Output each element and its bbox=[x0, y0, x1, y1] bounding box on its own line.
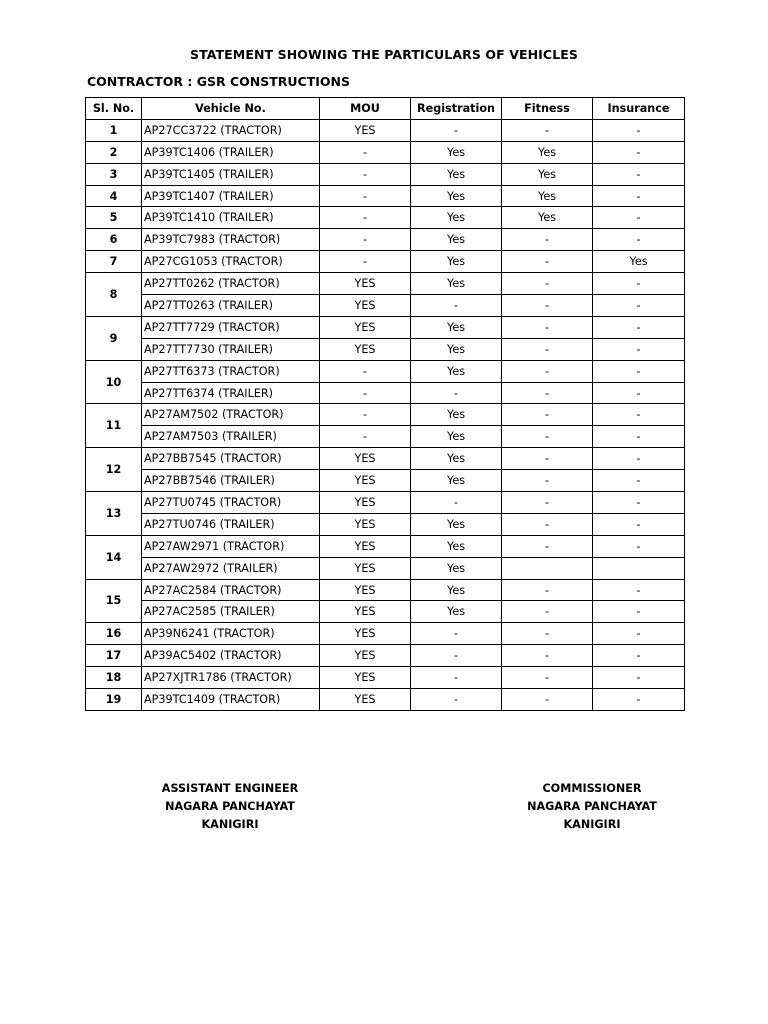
table-row bbox=[86, 382, 685, 404]
registration-cell: Yes bbox=[411, 207, 502, 229]
registration-cell: Yes bbox=[411, 513, 502, 535]
insurance-cell: - bbox=[593, 535, 685, 557]
serial-number-cell: 12 bbox=[86, 448, 142, 492]
vehicle-number-cell: AP27XJTR1786 (TRACTOR) bbox=[142, 667, 320, 689]
serial-number-cell: 15 bbox=[86, 579, 142, 623]
insurance-cell: - bbox=[593, 601, 685, 623]
column-header: Insurance bbox=[593, 98, 685, 120]
signature-line: NAGARA PANCHAYAT bbox=[527, 800, 657, 813]
registration-cell: - bbox=[411, 645, 502, 667]
table-row bbox=[86, 251, 685, 273]
table-row bbox=[86, 119, 685, 141]
insurance-cell: - bbox=[593, 316, 685, 338]
mou-cell: - bbox=[320, 141, 411, 163]
column-header: MOU bbox=[320, 98, 411, 120]
serial-number-cell: 6 bbox=[86, 229, 142, 251]
table-row bbox=[86, 667, 685, 689]
registration-cell: Yes bbox=[411, 404, 502, 426]
mou-cell: - bbox=[320, 163, 411, 185]
column-header: Vehicle No. bbox=[142, 98, 320, 120]
fitness-cell: - bbox=[502, 229, 593, 251]
table-row bbox=[86, 601, 685, 623]
mou-cell: YES bbox=[320, 448, 411, 470]
fitness-cell: - bbox=[502, 470, 593, 492]
serial-number-cell: 3 bbox=[86, 163, 142, 185]
vehicle-number-cell: AP27CG1053 (TRACTOR) bbox=[142, 251, 320, 273]
column-header: Fitness bbox=[502, 98, 593, 120]
serial-number-cell: 16 bbox=[86, 623, 142, 645]
registration-cell: Yes bbox=[411, 338, 502, 360]
fitness-cell: - bbox=[502, 513, 593, 535]
registration-cell: Yes bbox=[411, 316, 502, 338]
insurance-cell: - bbox=[593, 360, 685, 382]
document-title: STATEMENT SHOWING THE PARTICULARS OF VEHICLES bbox=[189, 47, 579, 62]
serial-number-cell: 5 bbox=[86, 207, 142, 229]
fitness-cell: - bbox=[502, 251, 593, 273]
fitness-cell: - bbox=[502, 273, 593, 295]
registration-cell: Yes bbox=[411, 251, 502, 273]
serial-number-cell: 14 bbox=[86, 535, 142, 579]
fitness-cell: - bbox=[502, 623, 593, 645]
registration-cell: Yes bbox=[411, 448, 502, 470]
vehicle-number-cell: AP39AC5402 (TRACTOR) bbox=[142, 645, 320, 667]
vehicle-number-cell: AP39TC1406 (TRAILER) bbox=[142, 141, 320, 163]
insurance-cell: - bbox=[593, 141, 685, 163]
serial-number-cell: 10 bbox=[86, 360, 142, 404]
serial-number-cell: 1 bbox=[86, 119, 142, 141]
signature-line: KANIGIRI bbox=[563, 818, 621, 831]
table-row bbox=[86, 448, 685, 470]
insurance-cell: - bbox=[593, 448, 685, 470]
registration-cell: Yes bbox=[411, 163, 502, 185]
mou-cell: YES bbox=[320, 601, 411, 623]
serial-number-cell: 7 bbox=[86, 251, 142, 273]
mou-cell: - bbox=[320, 185, 411, 207]
serial-number-cell: 11 bbox=[86, 404, 142, 448]
insurance-cell: - bbox=[593, 689, 685, 711]
fitness-cell: Yes bbox=[502, 207, 593, 229]
registration-cell: - bbox=[411, 623, 502, 645]
registration-cell: Yes bbox=[411, 141, 502, 163]
vehicle-number-cell: AP27TT0262 (TRACTOR) bbox=[142, 273, 320, 295]
mou-cell: - bbox=[320, 229, 411, 251]
table-row bbox=[86, 360, 685, 382]
insurance-cell: - bbox=[593, 119, 685, 141]
mou-cell: YES bbox=[320, 273, 411, 295]
vehicle-number-cell: AP39N6241 (TRACTOR) bbox=[142, 623, 320, 645]
registration-cell: Yes bbox=[411, 185, 502, 207]
mou-cell: - bbox=[320, 251, 411, 273]
fitness-cell: - bbox=[502, 689, 593, 711]
table-row bbox=[86, 426, 685, 448]
insurance-cell: - bbox=[593, 163, 685, 185]
table-row bbox=[86, 689, 685, 711]
registration-cell: Yes bbox=[411, 557, 502, 579]
vehicle-number-cell: AP27AW2972 (TRAILER) bbox=[142, 557, 320, 579]
table-row bbox=[86, 645, 685, 667]
fitness-cell: - bbox=[502, 645, 593, 667]
vehicle-number-cell: AP27AW2971 (TRACTOR) bbox=[142, 535, 320, 557]
registration-cell: Yes bbox=[411, 360, 502, 382]
fitness-cell: Yes bbox=[502, 163, 593, 185]
mou-cell: YES bbox=[320, 623, 411, 645]
mou-cell: YES bbox=[320, 470, 411, 492]
table-row bbox=[86, 513, 685, 535]
table-row bbox=[86, 229, 685, 251]
table-row bbox=[86, 404, 685, 426]
vehicle-number-cell: AP27TT0263 (TRAILER) bbox=[142, 295, 320, 317]
mou-cell: YES bbox=[320, 667, 411, 689]
mou-cell: - bbox=[320, 360, 411, 382]
fitness-cell: - bbox=[502, 338, 593, 360]
serial-number-cell: 19 bbox=[86, 689, 142, 711]
insurance-cell: - bbox=[593, 229, 685, 251]
signature-line: ASSISTANT ENGINEER bbox=[161, 782, 299, 795]
insurance-cell: - bbox=[593, 382, 685, 404]
serial-number-cell: 4 bbox=[86, 185, 142, 207]
vehicle-number-cell: AP27TT6374 (TRAILER) bbox=[142, 382, 320, 404]
insurance-cell: - bbox=[593, 426, 685, 448]
registration-cell: - bbox=[411, 382, 502, 404]
table-row bbox=[86, 163, 685, 185]
fitness-cell: - bbox=[502, 492, 593, 514]
insurance-cell: Yes bbox=[593, 251, 685, 273]
contractor-line: CONTRACTOR : GSR CONSTRUCTIONS bbox=[87, 74, 350, 89]
mou-cell: YES bbox=[320, 645, 411, 667]
signature-line: COMMISSIONER bbox=[542, 782, 642, 795]
registration-cell: - bbox=[411, 295, 502, 317]
table-header-row bbox=[86, 98, 685, 120]
fitness-cell: - bbox=[502, 295, 593, 317]
table-row bbox=[86, 623, 685, 645]
vehicle-number-cell: AP27AM7503 (TRAILER) bbox=[142, 426, 320, 448]
mou-cell: YES bbox=[320, 119, 411, 141]
insurance-cell: - bbox=[593, 404, 685, 426]
insurance-cell: - bbox=[593, 338, 685, 360]
mou-cell: YES bbox=[320, 557, 411, 579]
vehicle-number-cell: AP27TU0746 (TRAILER) bbox=[142, 513, 320, 535]
table-row bbox=[86, 535, 685, 557]
serial-number-cell: 17 bbox=[86, 645, 142, 667]
vehicle-number-cell: AP39TC1405 (TRAILER) bbox=[142, 163, 320, 185]
mou-cell: - bbox=[320, 207, 411, 229]
vehicle-number-cell: AP27AC2585 (TRAILER) bbox=[142, 601, 320, 623]
serial-number-cell: 8 bbox=[86, 273, 142, 317]
vehicle-number-cell: AP27TT7730 (TRAILER) bbox=[142, 338, 320, 360]
registration-cell: - bbox=[411, 689, 502, 711]
vehicle-number-cell: AP27TT7729 (TRACTOR) bbox=[142, 316, 320, 338]
table-row bbox=[86, 316, 685, 338]
mou-cell: - bbox=[320, 404, 411, 426]
fitness-cell: - bbox=[502, 601, 593, 623]
registration-cell: - bbox=[411, 667, 502, 689]
mou-cell: YES bbox=[320, 689, 411, 711]
fitness-cell: Yes bbox=[502, 185, 593, 207]
vehicle-number-cell: AP39TC1409 (TRACTOR) bbox=[142, 689, 320, 711]
mou-cell: YES bbox=[320, 338, 411, 360]
serial-number-cell: 2 bbox=[86, 141, 142, 163]
table-row bbox=[86, 338, 685, 360]
vehicle-number-cell: AP39TC7983 (TRACTOR) bbox=[142, 229, 320, 251]
vehicles-table bbox=[85, 97, 685, 711]
mou-cell: YES bbox=[320, 579, 411, 601]
signature-block-commissioner bbox=[492, 780, 692, 834]
mou-cell: YES bbox=[320, 492, 411, 514]
registration-cell: Yes bbox=[411, 229, 502, 251]
vehicle-number-cell: AP27TT6373 (TRACTOR) bbox=[142, 360, 320, 382]
signature-line: KANIGIRI bbox=[201, 818, 259, 831]
table-row bbox=[86, 207, 685, 229]
table-row bbox=[86, 295, 685, 317]
table-row bbox=[86, 579, 685, 601]
insurance-cell: - bbox=[593, 645, 685, 667]
insurance-cell: - bbox=[593, 470, 685, 492]
fitness-cell: - bbox=[502, 426, 593, 448]
vehicle-number-cell: AP39TC1407 (TRAILER) bbox=[142, 185, 320, 207]
insurance-cell: - bbox=[593, 579, 685, 601]
insurance-cell: - bbox=[593, 185, 685, 207]
vehicle-number-cell: AP27BB7545 (TRACTOR) bbox=[142, 448, 320, 470]
insurance-cell: - bbox=[593, 273, 685, 295]
vehicle-number-cell: AP27AM7502 (TRACTOR) bbox=[142, 404, 320, 426]
column-header: Sl. No. bbox=[86, 98, 142, 120]
insurance-cell: - bbox=[593, 492, 685, 514]
vehicle-number-cell: AP27BB7546 (TRAILER) bbox=[142, 470, 320, 492]
mou-cell: YES bbox=[320, 295, 411, 317]
fitness-cell: - bbox=[502, 535, 593, 557]
table-body bbox=[86, 119, 685, 710]
table-row bbox=[86, 141, 685, 163]
signature-block-assistant-engineer bbox=[130, 780, 330, 834]
registration-cell: Yes bbox=[411, 601, 502, 623]
insurance-cell bbox=[593, 557, 685, 579]
signature-line: NAGARA PANCHAYAT bbox=[165, 800, 295, 813]
table-row bbox=[86, 557, 685, 579]
insurance-cell: - bbox=[593, 667, 685, 689]
insurance-cell: - bbox=[593, 207, 685, 229]
vehicle-number-cell: AP27AC2584 (TRACTOR) bbox=[142, 579, 320, 601]
insurance-cell: - bbox=[593, 623, 685, 645]
registration-cell: Yes bbox=[411, 535, 502, 557]
fitness-cell: - bbox=[502, 316, 593, 338]
vehicle-number-cell: AP27CC3722 (TRACTOR) bbox=[142, 119, 320, 141]
fitness-cell bbox=[502, 557, 593, 579]
registration-cell: Yes bbox=[411, 426, 502, 448]
registration-cell: - bbox=[411, 492, 502, 514]
table-row bbox=[86, 185, 685, 207]
fitness-cell: Yes bbox=[502, 141, 593, 163]
table-row bbox=[86, 492, 685, 514]
mou-cell: - bbox=[320, 426, 411, 448]
insurance-cell: - bbox=[593, 513, 685, 535]
vehicle-number-cell: AP27TU0745 (TRACTOR) bbox=[142, 492, 320, 514]
registration-cell: Yes bbox=[411, 470, 502, 492]
registration-cell: Yes bbox=[411, 273, 502, 295]
fitness-cell: - bbox=[502, 404, 593, 426]
registration-cell: Yes bbox=[411, 579, 502, 601]
fitness-cell: - bbox=[502, 360, 593, 382]
registration-cell: - bbox=[411, 119, 502, 141]
fitness-cell: - bbox=[502, 119, 593, 141]
mou-cell: - bbox=[320, 382, 411, 404]
fitness-cell: - bbox=[502, 448, 593, 470]
mou-cell: YES bbox=[320, 316, 411, 338]
fitness-cell: - bbox=[502, 382, 593, 404]
mou-cell: YES bbox=[320, 535, 411, 557]
fitness-cell: - bbox=[502, 667, 593, 689]
insurance-cell: - bbox=[593, 295, 685, 317]
mou-cell: YES bbox=[320, 513, 411, 535]
serial-number-cell: 18 bbox=[86, 667, 142, 689]
serial-number-cell: 9 bbox=[86, 316, 142, 360]
vehicle-number-cell: AP39TC1410 (TRAILER) bbox=[142, 207, 320, 229]
column-header: Registration bbox=[411, 98, 502, 120]
fitness-cell: - bbox=[502, 579, 593, 601]
table-row bbox=[86, 470, 685, 492]
serial-number-cell: 13 bbox=[86, 492, 142, 536]
table-row bbox=[86, 273, 685, 295]
